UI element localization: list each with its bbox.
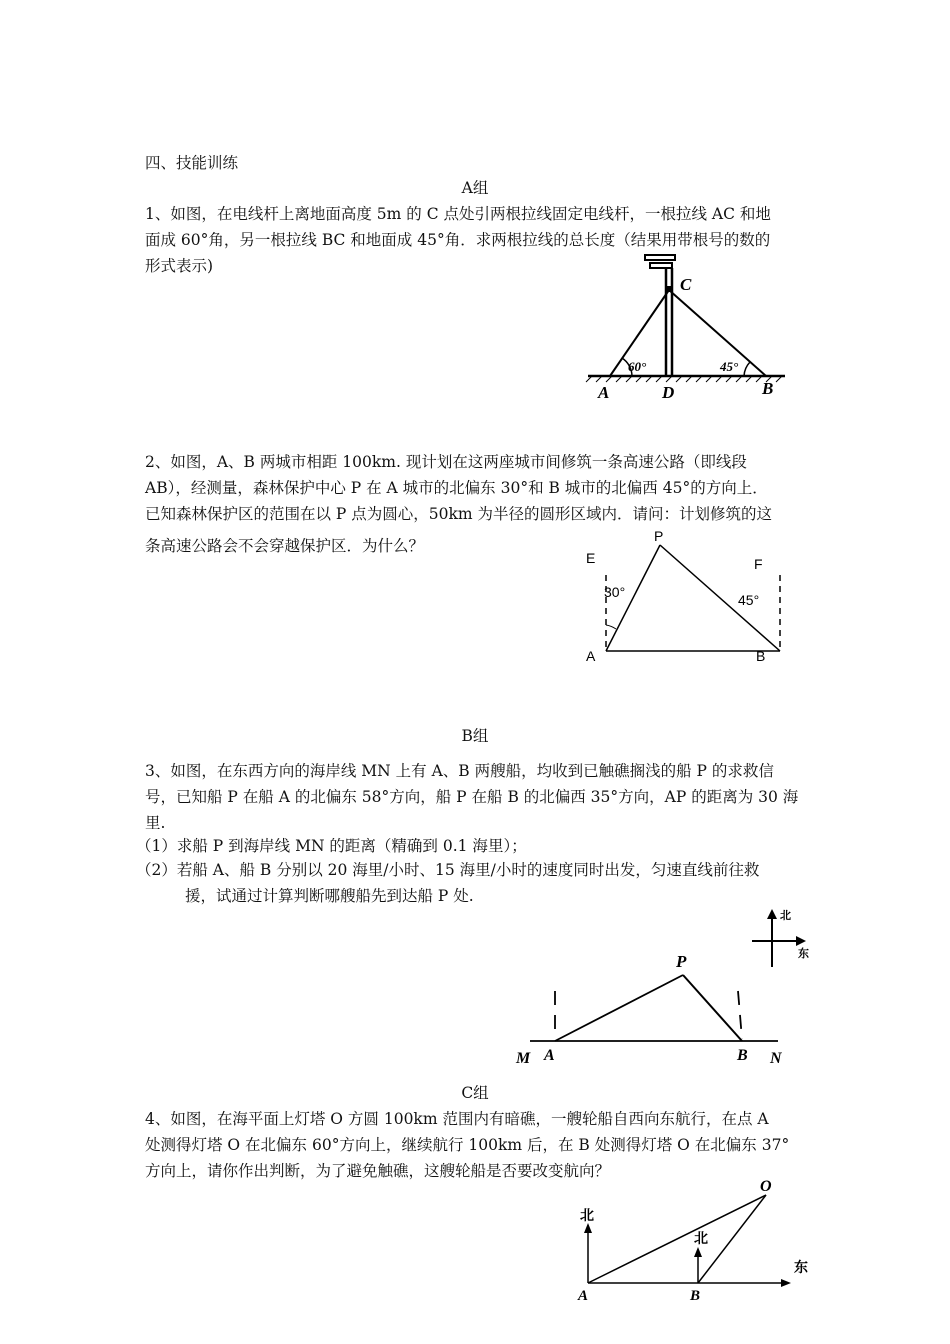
segment-bp bbox=[683, 975, 742, 1041]
q2-line-1: 2、如图，A、B 两城市相距 100km. 现计划在这两座城市间修筑一条高速公路（即线段 bbox=[145, 453, 747, 471]
q1-line-2: 面成 60°角，另一根拉线 BC 和地面成 45°角．求两根拉线的总长度（结果用带根号的数的 bbox=[145, 231, 771, 249]
q2-line-3: 已知森林保护区的范围在以 P 点为圆心，50km 为半径的圆形区域内．请问：计划修筑的这 bbox=[145, 505, 773, 523]
north-label-a: 北 bbox=[580, 1207, 594, 1223]
segment-bo bbox=[698, 1195, 766, 1283]
pole-crossbar bbox=[645, 255, 675, 260]
q3-sub-1: （1）求船 P 到海岸线 MN 的距离（精确到 0.1 海里）； bbox=[136, 837, 527, 855]
q1-line-1: 1、如图，在电线杆上离地面高度 5m 的 C 点处引两根拉线固定电线杆，一根拉线 AC 和地 bbox=[145, 205, 771, 223]
label-b: B bbox=[756, 648, 766, 664]
q4-line-1: 4、如图，在海平面上灯塔 O 方圆 100km 范围内有暗礁，一艘轮船自西向东航行，在点 A bbox=[145, 1110, 769, 1128]
q3-line-3: 里. bbox=[145, 814, 166, 832]
segment-ao bbox=[588, 1195, 766, 1283]
east-label: 东 bbox=[794, 1259, 808, 1275]
q3-sub-2-line-1: （2）若船 A、船 B 分别以 20 海里/小时、15 海里/小时的速度同时出发，匀速直线前往救 bbox=[136, 861, 760, 879]
q2-line-2: AB），经测量，森林保护中心 P 在 A 城市的北偏东 30°和 B 城市的北偏西 45°的方向上． bbox=[145, 479, 768, 497]
label-angle-45: 45° bbox=[738, 592, 760, 608]
label-b: B bbox=[762, 379, 774, 398]
label-a: A bbox=[578, 1288, 589, 1304]
label-n: N bbox=[770, 1050, 782, 1067]
angle-a-arc bbox=[606, 625, 616, 629]
wire-bc bbox=[669, 290, 766, 376]
label-a: A bbox=[544, 1047, 555, 1064]
north-arrow-b bbox=[694, 1247, 702, 1257]
pole-cap bbox=[650, 263, 672, 268]
north-line-b bbox=[738, 991, 742, 1039]
segment-ap bbox=[555, 975, 683, 1041]
label-c: C bbox=[680, 275, 692, 294]
label-p: P bbox=[676, 952, 687, 971]
q4-line-3: 方向上，请你作出判断，为了避免触礁，这艘轮船是否要改变航向？ bbox=[145, 1162, 611, 1180]
angle-b-arc bbox=[744, 362, 750, 376]
label-b: B bbox=[690, 1288, 701, 1304]
section-title: 四、技能训练 bbox=[145, 154, 239, 172]
q2-line-4: 条高速公路会不会穿越保护区．为什么？ bbox=[145, 537, 425, 555]
label-e: E bbox=[586, 550, 596, 566]
label-a: A bbox=[598, 383, 610, 402]
q3-line-2: 号，已知船 P 在船 A 的北偏东 58°方向，船 P 在船 B 的北偏西 35°方向，AP 的距离为 30 海 bbox=[145, 788, 799, 806]
compass-north-label: 北 bbox=[780, 910, 791, 922]
north-arrow-a bbox=[584, 1223, 592, 1233]
label-angle-60: 60° bbox=[628, 359, 647, 374]
label-angle-30: 30° bbox=[604, 584, 626, 600]
compass-east-arrow bbox=[796, 936, 806, 946]
group-b-heading: B组 bbox=[461, 727, 489, 745]
label-d: D bbox=[662, 383, 675, 402]
label-b: B bbox=[737, 1047, 748, 1064]
q3-sub-2-line-2: 援，试通过计算判断哪艘船先到达船 P 处. bbox=[185, 887, 474, 905]
compass-east-label: 东 bbox=[798, 948, 809, 960]
east-arrow bbox=[781, 1279, 791, 1287]
q4-line-2: 处测得灯塔 O 在北偏东 60°方向上，继续航行 100km 后，在 B 处测得灯塔 O 在北偏东 37° bbox=[145, 1136, 790, 1154]
north-label-b: 北 bbox=[694, 1230, 708, 1246]
q1-line-3: 形式表示) bbox=[145, 257, 214, 275]
q3-line-1: 3、如图，在东西方向的海岸线 MN 上有 A、B 两艘船，均收到已触礁搁浅的船 P 的求救信 bbox=[145, 762, 774, 780]
group-a-heading: A组 bbox=[461, 179, 489, 197]
group-c-heading: C组 bbox=[461, 1084, 489, 1102]
label-f: F bbox=[754, 556, 763, 572]
q3-figure bbox=[510, 905, 810, 1070]
label-p: P bbox=[654, 528, 664, 544]
label-a: A bbox=[586, 648, 596, 664]
q1-figure bbox=[580, 248, 800, 408]
q2-figure bbox=[580, 525, 800, 670]
label-o: O bbox=[760, 1178, 772, 1195]
q4-figure bbox=[570, 1175, 810, 1305]
compass-north-arrow bbox=[767, 909, 777, 919]
label-m: M bbox=[516, 1050, 531, 1067]
label-angle-45: 45° bbox=[720, 359, 739, 374]
